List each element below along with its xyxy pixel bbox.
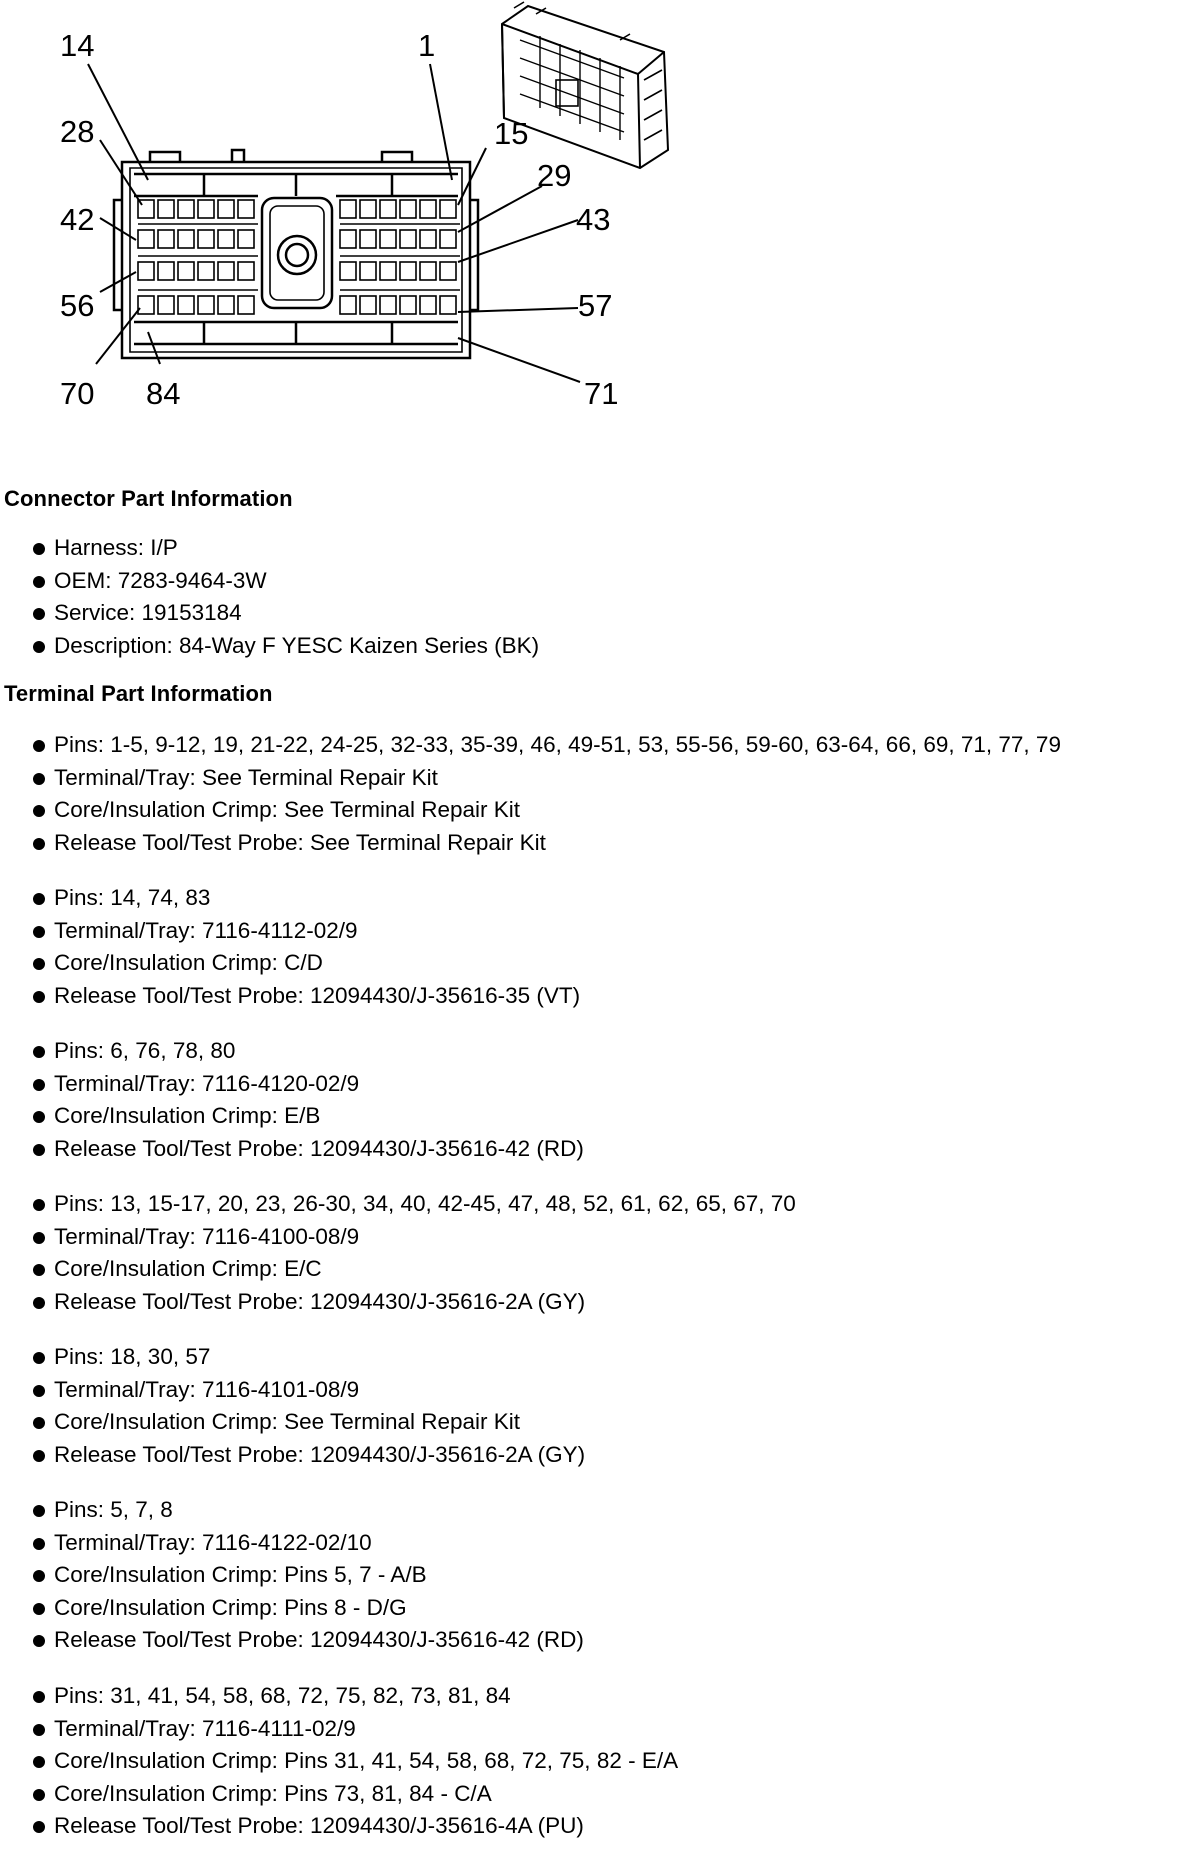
cavity-grid — [138, 200, 460, 314]
terminal-cavity — [340, 200, 356, 218]
terminal-group-5 — [0, 1341, 1200, 1471]
terminal-group-6 — [0, 1494, 1200, 1657]
bullet-icon — [33, 1046, 45, 1058]
terminal-cavity — [138, 296, 154, 314]
pin-label-42: 42 — [60, 202, 95, 237]
terminal-cavity — [400, 200, 416, 218]
list-item: Core/Insulation Crimp: See Terminal Repair Kit — [0, 1406, 1200, 1439]
list-item: Pins: 13, 15-17, 20, 23, 26-30, 34, 40, 42-45, 47, 48, 52, 61, 62, 65, 67, 70 — [0, 1188, 1200, 1221]
bullet-icon — [33, 958, 45, 970]
bullet-icon — [33, 773, 45, 785]
bullet-icon — [33, 1538, 45, 1550]
terminal-cavity — [218, 200, 234, 218]
terminal-cavity — [360, 200, 376, 218]
pin-label-15: 15 — [494, 116, 529, 151]
terminal-cavity — [380, 296, 396, 314]
terminal-group-2 — [0, 882, 1200, 1012]
terminal-cavity — [158, 200, 174, 218]
list-item: Terminal/Tray: 7116-4112-02/9 — [0, 915, 1200, 948]
terminal-group-4 — [0, 1188, 1200, 1318]
terminal-cavity — [360, 230, 376, 248]
terminal-cavity — [440, 262, 456, 280]
pin-label-57: 57 — [578, 288, 613, 323]
pin-label-29: 29 — [537, 158, 572, 193]
pin-label-14: 14 — [60, 28, 95, 63]
terminal-cavity — [380, 200, 396, 218]
terminal-cavity — [238, 262, 254, 280]
terminal-cavity — [158, 262, 174, 280]
pin-label-70: 70 — [60, 376, 95, 411]
terminal-cavity — [238, 230, 254, 248]
connector-body — [114, 150, 478, 358]
terminal-cavity — [178, 200, 194, 218]
list-item: Service: 19153184 — [0, 597, 1200, 630]
terminal-cavity — [400, 296, 416, 314]
bullet-icon — [33, 1297, 45, 1309]
terminal-cavity — [198, 262, 214, 280]
list-item: Pins: 31, 41, 54, 58, 68, 72, 75, 82, 73, 81, 84 — [0, 1680, 1200, 1713]
bullet-icon — [33, 1352, 45, 1364]
bullet-icon — [33, 1570, 45, 1582]
bullet-icon — [33, 838, 45, 850]
list-item: Release Tool/Test Probe: See Terminal Repair Kit — [0, 827, 1200, 860]
bullet-icon — [33, 1635, 45, 1647]
terminal-cavity — [380, 230, 396, 248]
terminal-group-3 — [0, 1035, 1200, 1165]
terminal-cavity — [440, 230, 456, 248]
bullet-icon — [33, 1111, 45, 1123]
list-item: Pins: 6, 76, 78, 80 — [0, 1035, 1200, 1068]
terminal-group-1 — [0, 729, 1200, 859]
terminal-cavity — [360, 262, 376, 280]
terminal-cavity — [440, 200, 456, 218]
bullet-icon — [33, 543, 45, 555]
list-item: Terminal/Tray: 7116-4100-08/9 — [0, 1221, 1200, 1254]
bullet-icon — [33, 1417, 45, 1429]
list-item: Core/Insulation Crimp: See Terminal Repair Kit — [0, 794, 1200, 827]
list-item: Core/Insulation Crimp: Pins 5, 7 - A/B — [0, 1559, 1200, 1592]
list-item: Terminal/Tray: 7116-4111-02/9 — [0, 1713, 1200, 1746]
list-item: Release Tool/Test Probe: 12094430/J-35616-35 (VT) — [0, 980, 1200, 1013]
bullet-icon — [33, 608, 45, 620]
terminal-cavity — [238, 200, 254, 218]
terminal-info-heading: Terminal Part Information — [4, 681, 273, 706]
list-item: Core/Insulation Crimp: Pins 31, 41, 54, 58, 68, 72, 75, 82 - E/A — [0, 1745, 1200, 1778]
bullet-icon — [33, 805, 45, 817]
connector-face-diagram — [0, 0, 1200, 440]
terminal-cavity — [198, 230, 214, 248]
pin-label-71: 71 — [584, 376, 619, 411]
bullet-icon — [33, 740, 45, 752]
terminal-cavity — [420, 296, 436, 314]
list-item: Description: 84-Way F YESC Kaizen Series (BK) — [0, 630, 1200, 663]
bullet-icon — [33, 1232, 45, 1244]
pin-label-84: 84 — [146, 376, 181, 411]
terminal-cavity — [380, 262, 396, 280]
connector-info-list — [0, 532, 1200, 662]
list-item: Core/Insulation Crimp: C/D — [0, 947, 1200, 980]
terminal-cavity — [158, 230, 174, 248]
list-item: OEM: 7283-9464-3W — [0, 565, 1200, 598]
terminal-cavity — [400, 230, 416, 248]
bullet-icon — [33, 1079, 45, 1091]
bullet-icon — [33, 1505, 45, 1517]
list-item: Core/Insulation Crimp: E/B — [0, 1100, 1200, 1133]
terminal-cavity — [340, 296, 356, 314]
bullet-icon — [33, 1691, 45, 1703]
bullet-icon — [33, 893, 45, 905]
list-item: Release Tool/Test Probe: 12094430/J-35616-2A (GY) — [0, 1439, 1200, 1472]
bullet-icon — [33, 1385, 45, 1397]
bullet-icon — [33, 1756, 45, 1768]
list-item: Pins: 5, 7, 8 — [0, 1494, 1200, 1527]
terminal-cavity — [420, 200, 436, 218]
list-item: Release Tool/Test Probe: 12094430/J-35616-2A (GY) — [0, 1286, 1200, 1319]
list-item: Core/Insulation Crimp: E/C — [0, 1253, 1200, 1286]
list-item: Terminal/Tray: See Terminal Repair Kit — [0, 762, 1200, 795]
pin-label-56: 56 — [60, 288, 95, 323]
bullet-icon — [33, 991, 45, 1003]
bullet-icon — [33, 1199, 45, 1211]
terminal-cavity — [218, 262, 234, 280]
pin-label-1: 1 — [418, 28, 436, 63]
terminal-cavity — [400, 262, 416, 280]
terminal-cavity — [178, 296, 194, 314]
terminal-cavity — [158, 296, 174, 314]
terminal-cavity — [178, 230, 194, 248]
bullet-icon — [33, 641, 45, 653]
terminal-cavity — [198, 296, 214, 314]
pin-label-43: 43 — [576, 202, 611, 237]
list-item: Release Tool/Test Probe: 12094430/J-35616-42 (RD) — [0, 1624, 1200, 1657]
bullet-icon — [33, 1603, 45, 1615]
terminal-cavity — [238, 296, 254, 314]
list-item: Terminal/Tray: 7116-4120-02/9 — [0, 1068, 1200, 1101]
list-item: Harness: I/P — [0, 532, 1200, 565]
terminal-cavity — [198, 200, 214, 218]
pin-label-28: 28 — [60, 114, 95, 149]
terminal-cavity — [420, 262, 436, 280]
terminal-cavity — [218, 296, 234, 314]
terminal-cavity — [340, 262, 356, 280]
bullet-icon — [33, 1450, 45, 1462]
list-item: Release Tool/Test Probe: 12094430/J-35616-42 (RD) — [0, 1133, 1200, 1166]
bullet-icon — [33, 1724, 45, 1736]
list-item: Terminal/Tray: 7116-4122-02/10 — [0, 1527, 1200, 1560]
list-item: Core/Insulation Crimp: Pins 73, 81, 84 - C/A — [0, 1778, 1200, 1811]
bullet-icon — [33, 1264, 45, 1276]
bullet-icon — [33, 1821, 45, 1833]
bullet-icon — [33, 1789, 45, 1801]
list-item: Pins: 1-5, 9-12, 19, 21-22, 24-25, 32-33, 35-39, 46, 49-51, 53, 55-56, 59-60, 63-64, 66, 69, 71, 77, 79 — [0, 729, 1200, 762]
list-item: Terminal/Tray: 7116-4101-08/9 — [0, 1374, 1200, 1407]
terminal-cavity — [138, 230, 154, 248]
terminal-cavity — [178, 262, 194, 280]
list-item: Release Tool/Test Probe: 12094430/J-35616-4A (PU) — [0, 1810, 1200, 1843]
terminal-cavity — [360, 296, 376, 314]
list-item: Pins: 14, 74, 83 — [0, 882, 1200, 915]
terminal-cavity — [340, 230, 356, 248]
terminal-cavity — [440, 296, 456, 314]
terminal-cavity — [138, 262, 154, 280]
bullet-icon — [33, 1144, 45, 1156]
connector-info-heading: Connector Part Information — [4, 486, 293, 511]
pin-leader-lines — [88, 64, 580, 382]
terminal-group-7 — [0, 1680, 1200, 1843]
terminal-cavity — [218, 230, 234, 248]
terminal-cavity — [420, 230, 436, 248]
bullet-icon — [33, 576, 45, 588]
list-item: Core/Insulation Crimp: Pins 8 - D/G — [0, 1592, 1200, 1625]
list-item: Pins: 18, 30, 57 — [0, 1341, 1200, 1374]
bullet-icon — [33, 926, 45, 938]
